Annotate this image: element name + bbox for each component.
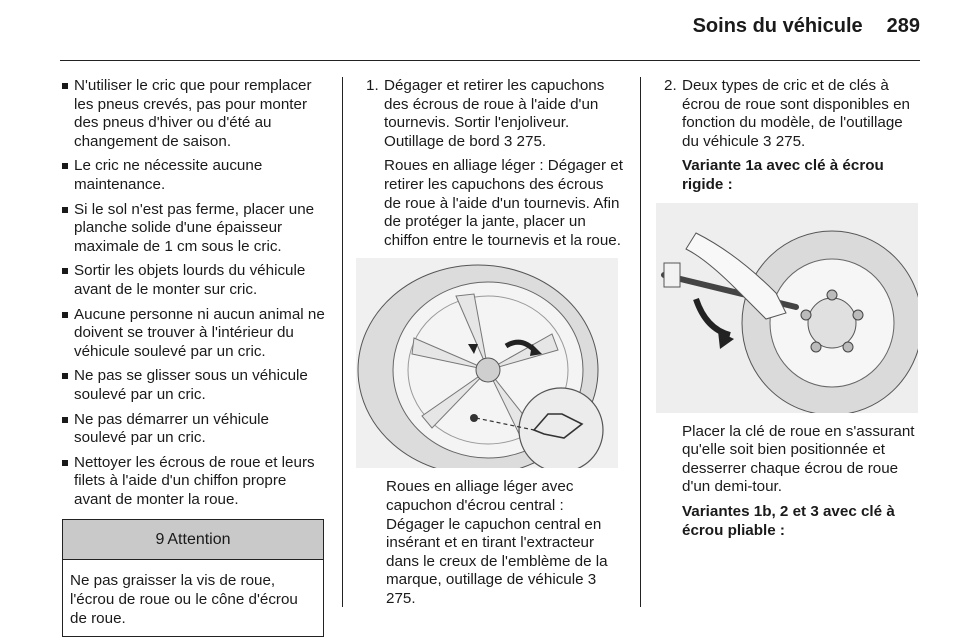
bullet-icon — [62, 83, 68, 89]
bullet-icon — [62, 312, 68, 318]
bullet-icon — [62, 417, 68, 423]
column-left — [62, 77, 325, 637]
warning-icon: 9 — [155, 530, 165, 548]
page-header — [693, 14, 920, 38]
figure-caption: Placer la clé de roue en s'assurant qu'elle soit bien positionnée et desserrer chaque écrou de roue d'un demi-tour. — [682, 422, 915, 496]
bullet-icon — [62, 460, 68, 466]
safety-list — [62, 77, 325, 509]
step-number: 2. — [664, 77, 677, 94]
step-item — [366, 77, 624, 250]
attention-box — [62, 519, 324, 637]
wheel-cap-removal-illustration — [356, 258, 618, 468]
header-rule — [60, 60, 920, 61]
alloy-wheel-illustration — [356, 258, 618, 468]
wrench-illustration — [656, 203, 918, 413]
step-text: Roues en alliage léger : Dégager et retirer les capuchons des écrous de roue à l'aide d'un tournevis. Afin de protéger la jante, placer un chiffon entre le tournevis et la roue. — [384, 157, 623, 249]
step-number: 1. — [366, 77, 379, 94]
figure-caption: Roues en alliage léger avec capuchon d'écrou central : Dégager le capuchon central en insérant et en tirant l'extracteur dans le creux de l'emblème de la marque, outillage de véhicule 3 275. — [386, 478, 608, 607]
variant-heading: Variantes 1b, 2 et 3 avec clé à écrou pliable : — [682, 502, 895, 539]
step-text: Deux types de cric et de clés à écrou de roue sont disponibles en fonction du modèle, de l'outillage du véhicule 3 275. — [682, 77, 910, 150]
list-item: Aucune personne ni aucun animal ne doivent se trouver à l'intérieur du véhicule soulevé par un cric. — [62, 306, 325, 362]
page-number: 289 — [886, 15, 920, 37]
wheel-wrench-illustration — [656, 203, 918, 413]
step-text: Dégager et retirer les capuchons des écrous de roue à l'aide d'un tournevis. Sortir l'enjoliveur. Outillage de bord 3 275. — [384, 77, 605, 150]
list-item: Ne pas se glisser sous un véhicule soulevé par un cric. — [62, 367, 325, 404]
variant-heading: Variante 1a avec clé à écrou rigide : — [682, 157, 884, 193]
bullet-icon — [62, 207, 68, 213]
bullet-icon — [62, 163, 68, 169]
bullet-icon — [62, 373, 68, 379]
attention-header — [63, 520, 323, 560]
list-item: Si le sol n'est pas ferme, placer une planche solide d'une épaisseur maximale de 1 cm sous le cric. — [62, 201, 325, 257]
list-item: Nettoyer les écrous de roue et leurs filets à l'aide d'un chiffon propre avant de monter la roue. — [62, 454, 325, 510]
step-item — [664, 77, 922, 195]
section-title: Soins du véhicule — [692, 15, 863, 37]
list-item: Le cric ne nécessite aucune maintenance. — [62, 157, 325, 194]
column-middle — [366, 77, 624, 609]
bullet-icon — [62, 268, 68, 274]
attention-title: Attention — [167, 530, 231, 548]
column-divider — [342, 77, 343, 607]
column-right — [664, 77, 922, 540]
column-divider — [640, 77, 641, 607]
attention-body: Ne pas graisser la vis de roue, l'écrou de roue ou le cône d'écrou de roue. — [70, 572, 298, 627]
list-item: Sortir les objets lourds du véhicule avant de le monter sur cric. — [62, 262, 325, 299]
list-item: N'utiliser le cric que pour remplacer les pneus crevés, pas pour monter des pneus d'hiver ou d'été au changement de saison. — [62, 77, 325, 151]
list-item: Ne pas démarrer un véhicule soulevé par un cric. — [62, 411, 325, 448]
